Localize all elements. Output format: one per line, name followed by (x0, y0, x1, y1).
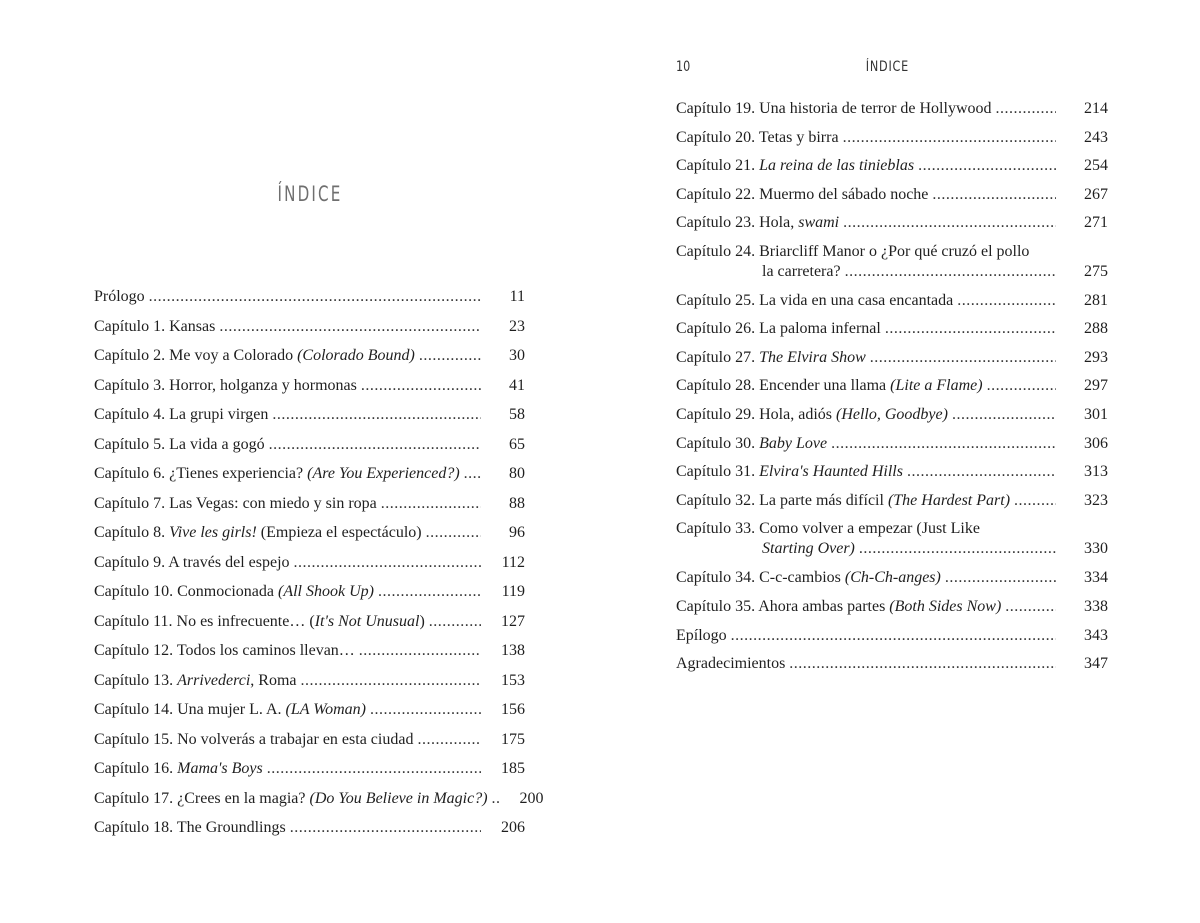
toc-page-number: 153 (501, 671, 525, 689)
toc-page-number: 313 (1084, 463, 1108, 481)
toc-page-number: 297 (1084, 377, 1108, 395)
toc-entry-label: Epílogo (676, 626, 727, 644)
toc-entry-label-line2: la carretera? (762, 262, 841, 280)
toc-entry (94, 317, 525, 337)
toc-entry (676, 568, 1108, 588)
toc-list-right (676, 99, 1108, 683)
leader-dots (731, 626, 1056, 646)
toc-page-number: 96 (509, 524, 525, 541)
leader-dots (149, 287, 481, 307)
toc-entry (94, 346, 525, 366)
toc-entry-label: Capítulo 13. Arrivederci, Roma (94, 671, 297, 689)
toc-entry-label: Prólogo (94, 288, 145, 305)
toc-page-number: 254 (1084, 157, 1108, 175)
toc-page-number: 119 (501, 583, 525, 600)
running-header: ÍNDICE (865, 59, 910, 75)
toc-entry-label: Agradecimientos (676, 655, 786, 673)
page-number: 10 (676, 59, 691, 75)
toc-entry-label: Capítulo 32. La parte más difícil (The Hardest Part) (676, 491, 1011, 509)
toc-page-number: 288 (1084, 320, 1108, 338)
toc-page-number: 323 (1084, 491, 1108, 509)
toc-page-number: 271 (1084, 214, 1108, 232)
leader-dots (1005, 597, 1056, 617)
toc-entry-24 (676, 242, 1108, 282)
toc-entry-label: Capítulo 11. No es infrecuente… (It's Not Unusual) (94, 612, 425, 630)
leader-dots (426, 523, 481, 543)
leader-dots (272, 405, 481, 425)
toc-entry-33 (676, 519, 1108, 559)
toc-entry-label: Capítulo 29. Hola, adiós (Hello, Goodbye) (676, 405, 948, 423)
leader-dots (294, 553, 481, 573)
leader-dots (843, 213, 1056, 233)
toc-entry-label: Capítulo 10. Conmocionada (All Shook Up) (94, 583, 374, 600)
toc-page-number: 338 (1084, 597, 1108, 615)
toc-entry-label: Capítulo 7. Las Vegas: con miedo y sin ropa (94, 494, 377, 512)
leader-dots (957, 291, 1056, 311)
leader-dots (859, 539, 1056, 559)
toc-page-number: 30 (509, 347, 525, 364)
toc-entry-label: Capítulo 28. Encender una llama (Lite a Flame) (676, 377, 983, 395)
toc-page-number: 65 (509, 435, 525, 453)
toc-page-number: 206 (501, 819, 525, 836)
leader-dots (885, 319, 1056, 339)
toc-entry-label: Capítulo 3. Horror, holganza y hormonas (94, 376, 357, 394)
toc-page-number: 330 (1084, 540, 1108, 558)
toc-entry-label: Capítulo 6. ¿Tienes experiencia? (Are You Experienced?) (94, 465, 460, 482)
toc-page-number: 80 (509, 465, 525, 482)
toc-page-number: 41 (509, 376, 525, 394)
toc-entry-label: Capítulo 21. La reina de las tinieblas (676, 157, 915, 175)
toc-entry (676, 462, 1108, 482)
toc-entry (94, 818, 525, 838)
toc-entry (676, 156, 1108, 176)
toc-entry-label: Capítulo 19. Una historia de terror de Hollywood (676, 100, 992, 117)
toc-page-number: 334 (1084, 568, 1108, 586)
toc-entry (676, 626, 1108, 646)
toc-page-number: 200 (519, 789, 544, 807)
toc-entry (94, 287, 525, 307)
toc-entry (676, 654, 1108, 674)
leader-dots (987, 376, 1056, 396)
toc-entry-label: Capítulo 12. Todos los caminos llevan… (94, 642, 355, 659)
toc-entry (94, 759, 525, 779)
toc-entry-label-line1: Capítulo 33. Como volver a empezar (Just Like (676, 520, 980, 538)
leader-dots (845, 262, 1056, 282)
toc-entry (94, 582, 525, 602)
toc-page-number: 88 (509, 494, 525, 512)
leader-dots (381, 494, 481, 514)
leader-dots (789, 654, 1056, 674)
toc-list-left (94, 287, 544, 848)
toc-entry-label: Capítulo 18. The Groundlings (94, 819, 286, 836)
leader-dots (907, 462, 1056, 482)
toc-entry-label-line2: Starting Over) (762, 540, 855, 558)
toc-entry-label: Capítulo 35. Ahora ambas partes (Both Sides Now) (676, 597, 1002, 615)
toc-entry-label: Capítulo 5. La vida a gogó (94, 435, 265, 453)
toc-entry (676, 405, 1108, 425)
toc-entry (676, 376, 1108, 396)
toc-entry (676, 185, 1108, 205)
leader-dots (945, 568, 1056, 588)
leader-dots (952, 405, 1056, 425)
toc-entry-label: Capítulo 4. La grupi virgen (94, 406, 269, 423)
leader-dots (419, 346, 481, 366)
toc-entry-label: Capítulo 31. Elvira's Haunted Hills (676, 463, 903, 481)
leader-dots (267, 759, 481, 779)
leader-dots (378, 582, 481, 602)
toc-entry (676, 319, 1108, 339)
toc-entry-label: Capítulo 25. La vida en una casa encantada (676, 291, 954, 309)
toc-entry (94, 435, 525, 455)
page-title: ÍNDICE (277, 182, 343, 206)
toc-entry (94, 789, 544, 809)
toc-entry-label: Capítulo 20. Tetas y birra (676, 128, 839, 146)
toc-page-number: 306 (1084, 434, 1108, 452)
toc-page-number: 243 (1084, 128, 1108, 146)
toc-entry-label: Capítulo 26. La paloma infernal (676, 320, 881, 338)
toc-entry (676, 434, 1108, 454)
toc-entry (94, 376, 525, 396)
toc-entry-label: Capítulo 34. C-c-cambios (Ch-Ch-anges) (676, 568, 941, 586)
toc-entry-label: Capítulo 17. ¿Crees en la magia? (Do You Believe in Magic?) (94, 789, 488, 807)
toc-entry (94, 730, 525, 750)
toc-entry-label: Capítulo 16. Mama's Boys (94, 760, 263, 777)
toc-entry-label: Capítulo 27. The Elvira Show (676, 348, 866, 366)
toc-entry-label: Capítulo 15. No volverás a trabajar en esta ciudad (94, 730, 414, 748)
toc-page-number: 112 (501, 553, 525, 571)
toc-entry (94, 523, 525, 543)
toc-entry (94, 641, 525, 661)
leader-dots (290, 818, 481, 838)
toc-entry (94, 464, 525, 484)
toc-entry-label: Capítulo 2. Me voy a Colorado (Colorado Bound) (94, 347, 415, 364)
toc-page-number: 293 (1084, 348, 1108, 366)
leader-dots (843, 128, 1056, 148)
toc-entry-label: Capítulo 14. Una mujer L. A. (LA Woman) (94, 701, 366, 718)
toc-entry-label: Capítulo 22. Muermo del sábado noche (676, 185, 929, 203)
leader-dots (464, 464, 481, 484)
toc-entry (676, 291, 1108, 311)
toc-page-number: 23 (509, 317, 525, 335)
leader-dots (359, 641, 481, 661)
toc-entry (94, 671, 525, 691)
leader-dots (918, 156, 1056, 176)
toc-page-number: 301 (1084, 405, 1108, 423)
toc-entry (676, 348, 1108, 368)
toc-entry-label: Capítulo 9. A través del espejo (94, 553, 290, 571)
right-page (600, 0, 1200, 923)
toc-entry-label: Capítulo 23. Hola, swami (676, 214, 840, 232)
leader-dots (417, 730, 481, 750)
toc-page-number: 275 (1084, 262, 1108, 280)
leader-dots (219, 317, 481, 337)
toc-entry (676, 213, 1108, 233)
leader-dots (370, 700, 481, 720)
leader-dots (429, 612, 481, 632)
toc-entry (94, 553, 525, 573)
toc-page-number: 156 (501, 701, 525, 718)
leader-dots (1014, 491, 1056, 511)
toc-page-number: 127 (501, 612, 525, 630)
leader-dots (492, 789, 500, 809)
toc-entry (94, 494, 525, 514)
toc-page-number: 185 (501, 760, 525, 777)
toc-entry (676, 597, 1108, 617)
toc-entry (676, 99, 1108, 119)
toc-entry (94, 700, 525, 720)
leader-dots (831, 434, 1056, 454)
leader-dots (361, 376, 481, 396)
toc-page-number: 175 (501, 730, 525, 748)
toc-entry (94, 612, 525, 632)
leader-dots (300, 671, 481, 691)
leader-dots (932, 185, 1056, 205)
toc-page-number: 11 (509, 288, 525, 305)
toc-entry (676, 491, 1108, 511)
toc-page-number: 267 (1084, 185, 1108, 203)
toc-entry-label-line1: Capítulo 24. Briarcliff Manor o ¿Por qué cruzó el pollo (676, 242, 1030, 260)
toc-entry-label: Capítulo 1. Kansas (94, 317, 216, 335)
toc-entry-label: Capítulo 8. Vive les girls! (Empieza el espectáculo) (94, 524, 422, 541)
toc-page-number: 214 (1084, 100, 1108, 117)
toc-entry-label: Capítulo 30. Baby Love (676, 434, 828, 452)
toc-page-number: 281 (1084, 291, 1108, 309)
leader-dots (870, 348, 1056, 368)
toc-entry (94, 405, 525, 425)
toc-page-number: 343 (1084, 626, 1108, 644)
toc-entry (676, 128, 1108, 148)
toc-page-number: 347 (1084, 655, 1108, 673)
toc-page-number: 138 (501, 642, 525, 659)
toc-page-number: 58 (509, 406, 525, 423)
leader-dots (269, 435, 481, 455)
leader-dots (996, 99, 1057, 119)
